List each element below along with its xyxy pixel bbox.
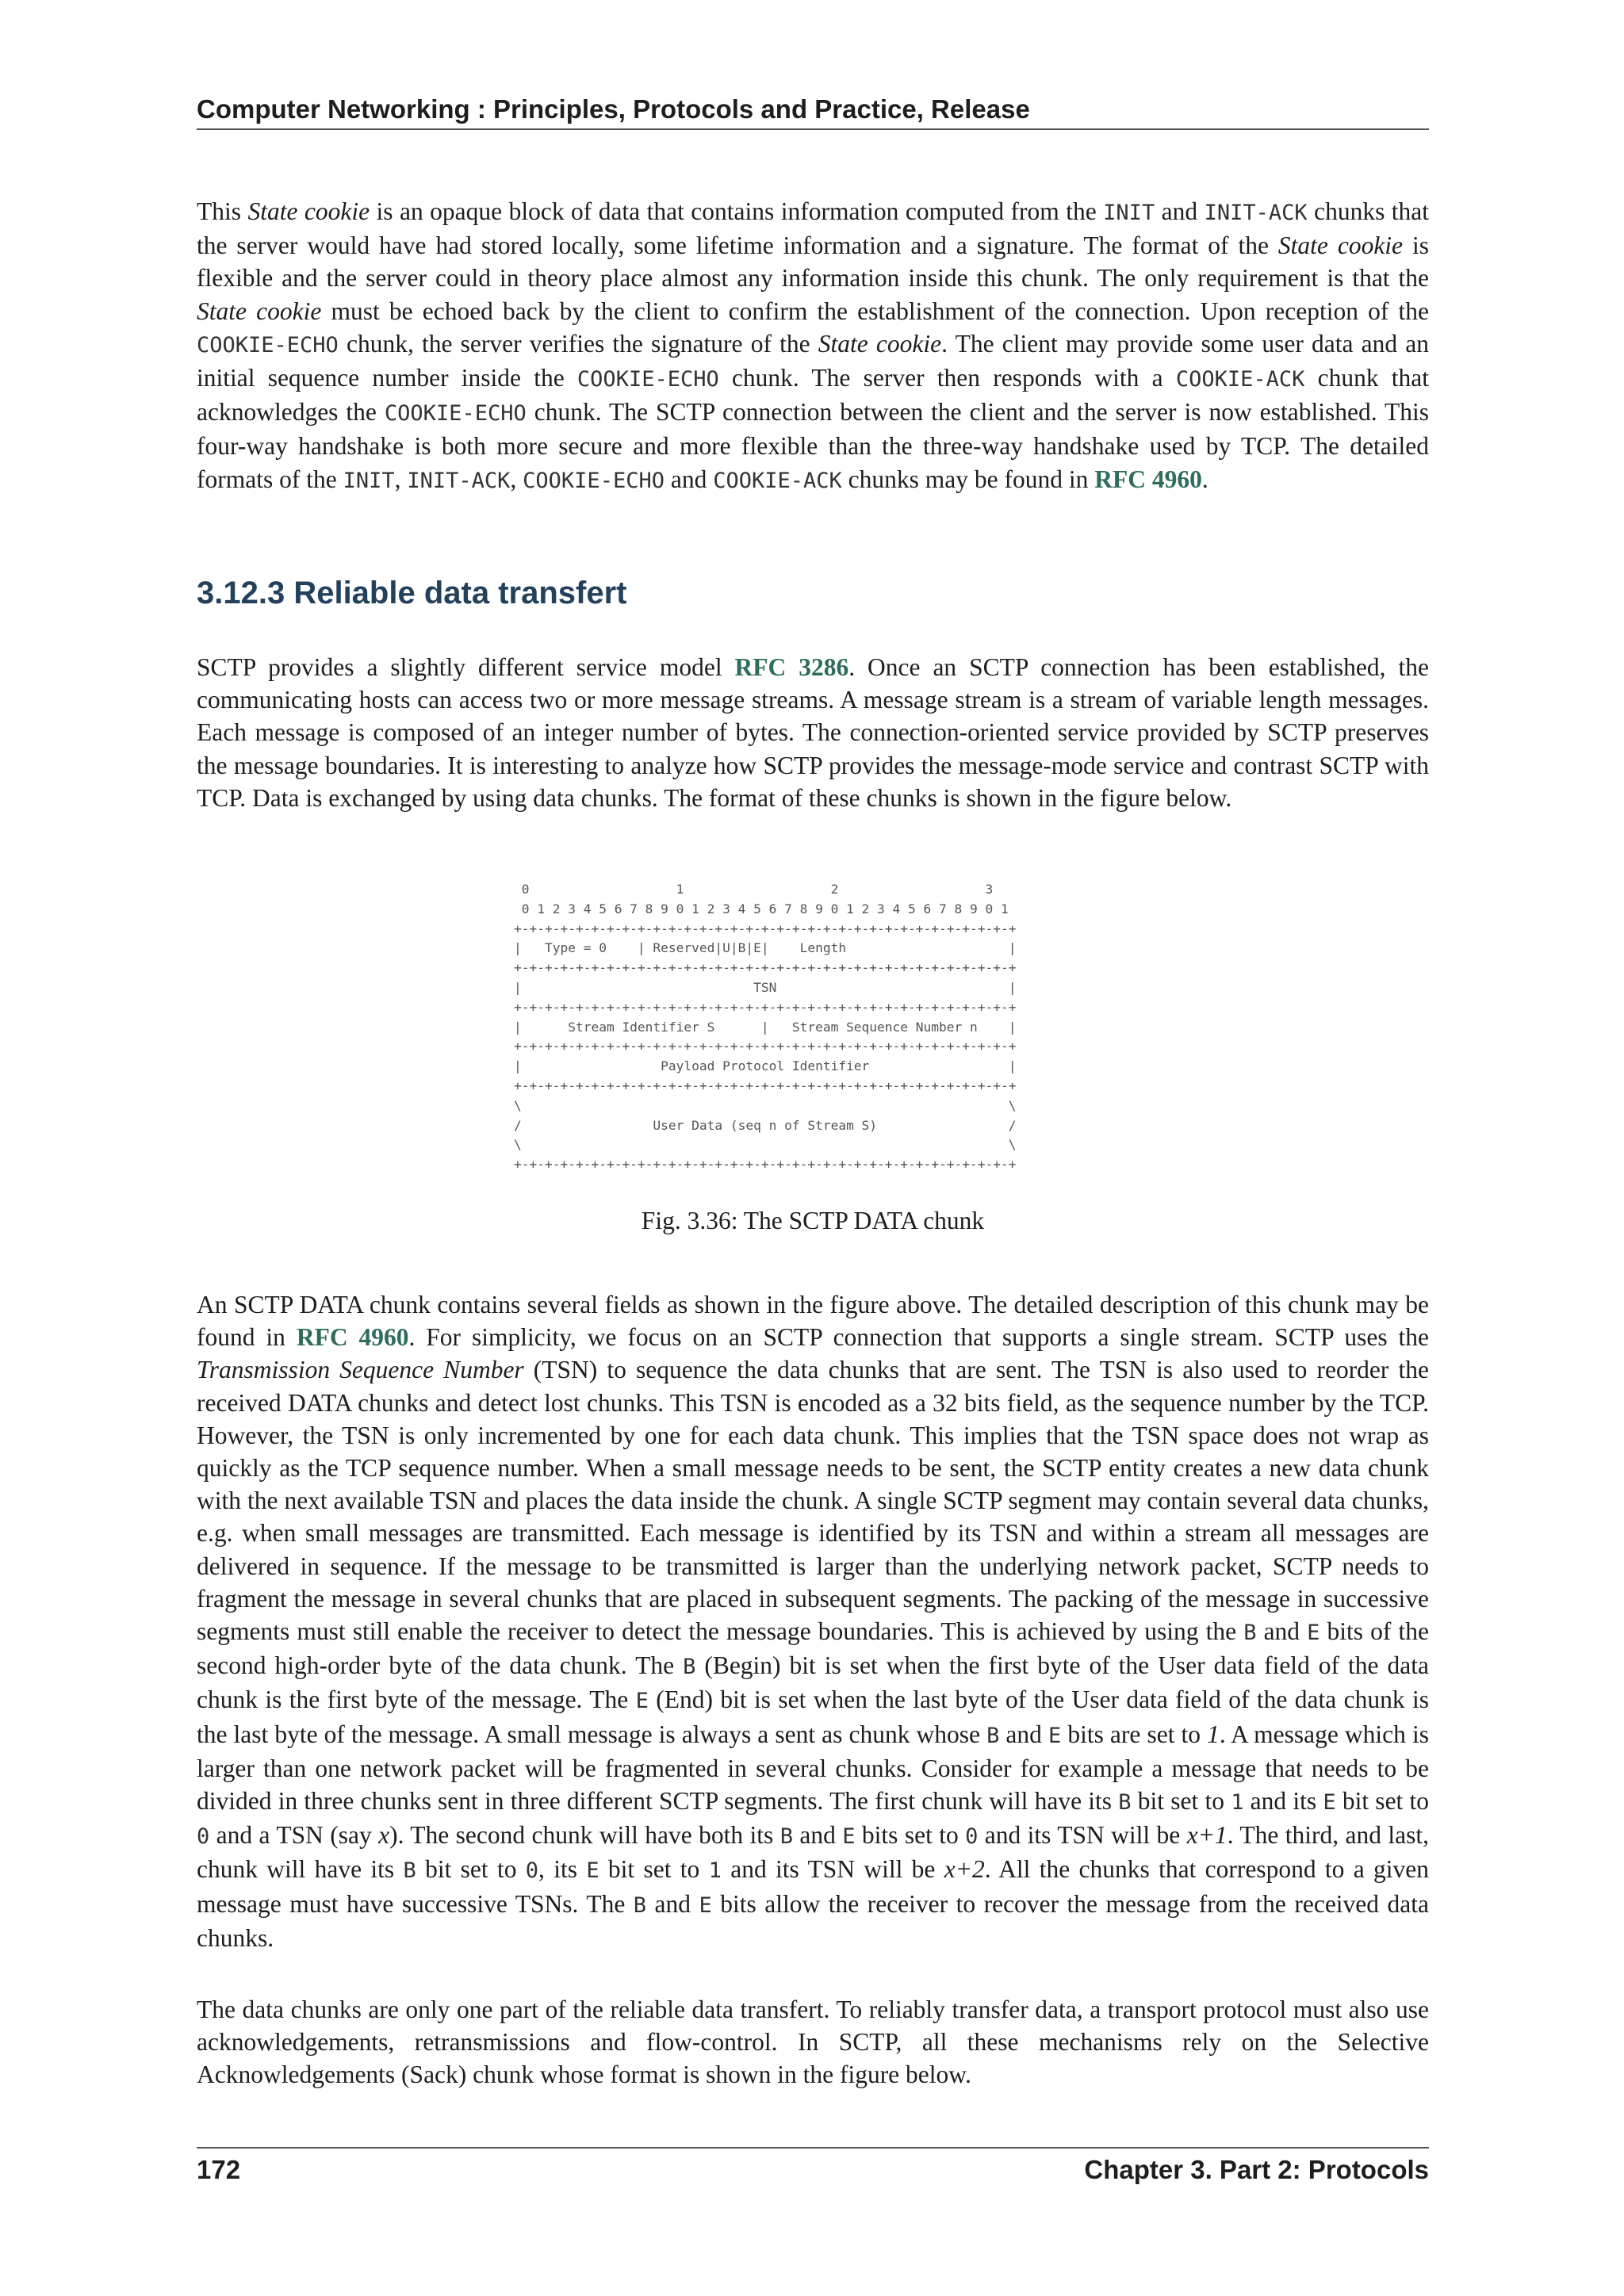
code-literal: 0 [525,1858,539,1884]
code-literal: 1 [708,1858,722,1884]
text-run: bits allow the receiver to recover the message from the received data chunks. [197,1889,1429,1952]
paragraph-state-cookie [197,195,1429,497]
text-run: bit set to [1131,1787,1231,1816]
code-literal: E [842,1824,856,1850]
figure-line: +-+-+-+-+-+-+-+-+-+-+-+-+-+-+-+-+-+-+-+-+-+-+-+-+-+-+-+-+-+-+-+-+ [514,999,1017,1015]
text-run: and [646,1889,699,1918]
text-run: 1 [1207,1720,1220,1748]
code-literal: E [635,1689,649,1714]
figure-line: +-+-+-+-+-+-+-+-+-+-+-+-+-+-+-+-+-+-+-+-+-+-+-+-+-+-+-+-+-+-+-+-+ [514,1039,1017,1054]
figure-caption: Fig. 3.36: The SCTP DATA chunk [641,1207,985,1234]
figure-line: +-+-+-+-+-+-+-+-+-+-+-+-+-+-+-+-+-+-+-+-+-+-+-+-+-+-+-+-+-+-+-+-+ [514,1157,1017,1173]
text-run: State cookie [247,197,370,225]
code-literal: B [779,1824,793,1850]
text-run: x+1 [1186,1821,1228,1850]
text-run: SCTP provides a slightly different service model [197,653,735,681]
code-literal: E [586,1858,599,1884]
text-run: bit set to [599,1855,709,1884]
text-run: and its [1243,1787,1323,1816]
text-run: . Once an SCTP connection has been established, the communicating hosts can access two or more message streams. A message stream is a stream of variable length messages. Each message is composed of an integer number of bytes. The connection-oriented service provided by SCTP preserves the message boundaries. It is interesting to analyze how SCTP provides the message-mode service and contrast SCTP with TCP. Data is exchanged by using data chunks. The format of these chunks is shown in the figure below. [197,653,1429,812]
text-run: bit set to [1335,1787,1430,1816]
figure-line: | Type = 0 | Reserved|U|B|E| Length | [514,940,1017,956]
code-literal: B [1118,1790,1132,1816]
text-run: State cookie [197,297,322,325]
page-footer [197,2147,1429,2185]
code-literal: B [683,1655,696,1680]
text-run: (TSN) to sequence the data chunks that are sent. The TSN is also used to reorder the received DATA chunks and detect lost chunks. This TSN is encoded as a 32 bits field, as the sequence number by the TCP. However, the TSN is only incremented by one for each data chunk. This implies that the TSN space does not wrap as quickly as the TCP sequence number. When a small message needs to be sent, the SCTP entity creates a new data chunk with the next available TSN and places the data inside the chunk. A single SCTP segment may contain several data chunks, e.g. when small messages are transmitted. Each message is identified by its TSN and within a stream all messages are delivered in sequence. If the message to be transmitted is larger than the underlying network packet, SCTP needs to fragment the message in several chunks that are placed in subsequent segments. The packing of the message in successive segments must still enable the receiver to detect the message boundaries. This is achieved by using the [197,1356,1429,1646]
figure-line: +-+-+-+-+-+-+-+-+-+-+-+-+-+-+-+-+-+-+-+-+-+-+-+-+-+-+-+-+-+-+-+-+ [514,1077,1017,1093]
text-run: and [999,1720,1048,1748]
figure-line: / User Data (seq n of Stream S) / [514,1117,1017,1133]
text-run: must be echoed back by the client to confirm the establishment of the connection. Upon reception of the [321,297,1429,325]
paragraph-sack-intro [197,1993,1429,2091]
figure-line: +-+-+-+-+-+-+-+-+-+-+-+-+-+-+-+-+-+-+-+-+-+-+-+-+-+-+-+-+-+-+-+-+ [514,960,1017,976]
text-run: . [1201,465,1208,493]
rfc-link[interactable]: RFC 4960 [296,1323,409,1352]
rfc-link[interactable]: RFC 4960 [1094,465,1202,493]
code-literal: B [403,1858,416,1884]
text-run: (Begin) bit is set when the first byte of the User data field of the data chunk is the first byte of the message. The [197,1651,1429,1714]
figure-line: | TSN | [514,979,1017,995]
figure-line: 0 1 2 3 4 5 6 7 8 9 0 1 2 3 4 5 6 7 8 9 0 1 2 3 4 5 6 7 8 9 0 1 [521,901,1009,916]
text-run: and [1256,1617,1308,1646]
page-number: 172 [197,2155,241,2184]
code-literal: COOKIE-ACK [713,468,842,493]
code-literal: 0 [965,1824,979,1850]
text-run: chunk. The server then responds with a [718,364,1176,392]
text-run: and a TSN (say [209,1821,379,1850]
text-run: and [664,465,714,493]
text-run: and its TSN will be [721,1855,944,1884]
figure-line: \ \ [514,1097,1017,1113]
text-run: is an opaque block of data that contains information computed from the [370,197,1104,225]
text-run: . The third, and last, chunk will have its [197,1821,1430,1884]
text-run: This [197,197,248,225]
code-literal: E [699,1892,712,1918]
text-run: , its [538,1855,587,1884]
text-run: Transmission Sequence Number [197,1356,524,1384]
figure-line: | Payload Protocol Identifier | [514,1058,1017,1074]
code-literal: B [1243,1621,1257,1646]
code-literal: INIT [1103,201,1155,225]
figure-line: \ \ [514,1137,1017,1153]
code-literal: E [1048,1723,1062,1748]
text-run: . The client may provide some user data and an initial sequence number inside the [197,329,1429,392]
rfc-link[interactable]: RFC 3286 [734,653,849,681]
text-run: . For simplicity, we focus on an SCTP connection that supports a single stream. SCTP uses the [408,1323,1429,1352]
text-run: State cookie [818,329,942,358]
text-run: bits set to [855,1821,966,1850]
text-run: chunk, the server verifies the signature of the [338,329,818,358]
section-title: 3.12.3 Reliable data transfert [197,576,627,610]
code-literal: INIT-ACK [1204,201,1308,225]
text-run: x [378,1821,390,1850]
code-literal: COOKIE-ACK [1175,367,1305,392]
text-run: , [394,465,408,493]
text-run: . A message which is larger than one network packet will be fragmented in several chunks. Consider for example a message that needs to be divided in three chunks sent in three different SCTP segments. The first chunk will have its [197,1720,1429,1816]
figure-line: +-+-+-+-+-+-+-+-+-+-+-+-+-+-+-+-+-+-+-+-+-+-+-+-+-+-+-+-+-+-+-+-+ [514,920,1017,936]
text-run: An SCTP DATA chunk contains several fields as shown in the figure above. The detailed description of this chunk may be found in [197,1291,1429,1352]
code-literal: COOKIE-ECHO [197,332,339,358]
code-literal: COOKIE-ECHO [576,367,719,392]
text-run: ). The second chunk will have both its [389,1821,780,1850]
code-literal: B [986,1723,1000,1748]
code-literal: INIT [343,468,395,493]
text-run: bits of the second high-order byte of the data chunk. The [197,1617,1429,1680]
text-run: and its TSN will be [978,1821,1187,1850]
code-literal: B [633,1892,647,1918]
paragraph-data-chunk-description [197,1288,1429,1954]
code-literal: INIT-ACK [407,468,511,493]
text-run: chunks that the server would have had stored locally, some lifetime information and a signature. The format of the [197,197,1430,260]
code-literal: COOKIE-ECHO [384,401,527,427]
figure-line: | Stream Identifier S | Stream Sequence Number n | [514,1019,1017,1035]
code-literal: 1 [1231,1790,1244,1816]
code-literal: COOKIE-ECHO [523,468,665,493]
code-literal: 0 [197,1824,210,1850]
text-run: (End) bit is set when the last byte of the User data field of the data chunk is the last byte of the message. A small message is always a sent as chunk whose [197,1686,1429,1748]
text-run: chunk. The SCTP connection between the client and the server is now established. This four-way handshake is both more secure and more flexible than the three-way handshake used by TCP. The detailed formats of the [197,398,1429,493]
text-run: bit set to [416,1855,526,1884]
text-run: The data chunks are only one part of the reliable data transfert. To reliably transfer data, a transport protocol must also use acknowledgements, retransmissions and flow-control. In SCTP, all these mechanisms rely on the Selective Acknowledgements (Sack) chunk whose format is shown in the figure below. [197,1996,1429,2089]
code-literal: E [1323,1790,1336,1816]
text-run: State cookie [1277,232,1404,260]
running-header: Computer Networking : Principles, Protocols and Practice, Release [197,92,1429,130]
code-literal: E [1307,1621,1320,1646]
chapter-label: Chapter 3. Part 2: Protocols [1084,2155,1429,2184]
text-run: x+2 [944,1855,985,1884]
figure-line: 0 1 2 3 [521,882,994,897]
text-run: is flexible and the server could in theory place almost any information inside this chunk. The only requirement is that the [197,232,1430,293]
text-run: and [792,1821,843,1850]
text-run: bits are set to [1061,1720,1208,1748]
sctp-data-chunk-figure [514,880,1116,1175]
paragraph-reliable-transfer-intro [197,651,1429,814]
text-run: chunks may be found in [841,465,1095,493]
text-run: . All the chunks that correspond to a given message must have successive TSNs. The [197,1855,1430,1918]
text-run: and [1155,197,1205,225]
text-run: chunk that acknowledges the [197,364,1430,427]
text-run: , [510,465,523,493]
